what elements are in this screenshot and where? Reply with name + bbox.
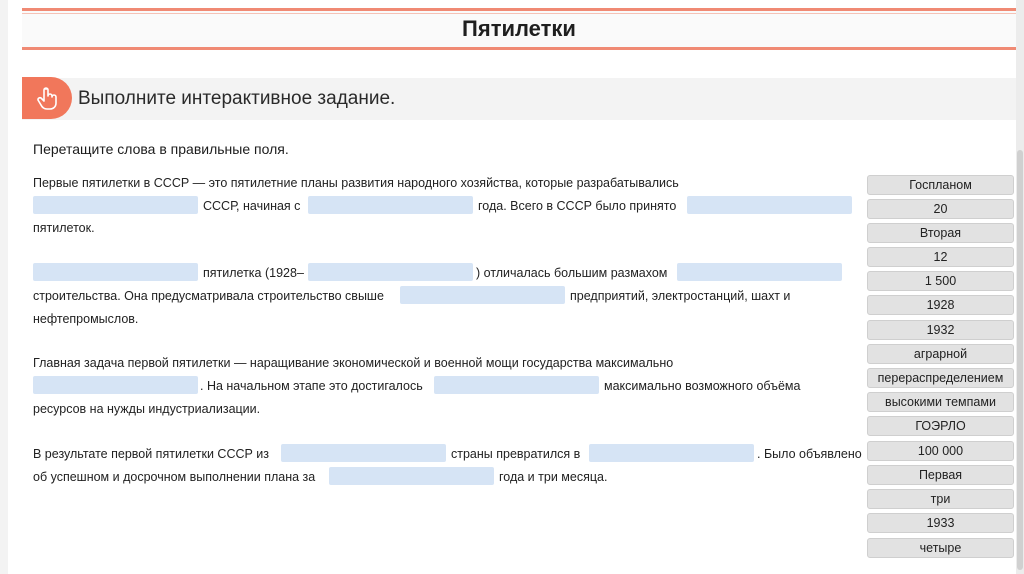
drop-slot[interactable] <box>33 376 198 394</box>
drop-slot[interactable] <box>589 444 754 462</box>
drop-slot[interactable] <box>33 263 198 281</box>
p2-line2a: строительства. Она предусматривала строительство свыше <box>33 289 384 303</box>
word-chip[interactable]: перераспределением <box>867 368 1014 388</box>
p3-line3: ресурсов на нужды индустриализации. <box>33 402 261 416</box>
word-chip[interactable]: 1928 <box>867 295 1014 315</box>
word-chip[interactable]: Первая <box>867 465 1014 485</box>
p1-line3: пятилеток. <box>33 221 95 235</box>
title-top-rule-thin <box>22 13 1016 14</box>
word-chip[interactable]: 1933 <box>867 513 1014 533</box>
word-chip[interactable]: 20 <box>867 199 1014 219</box>
task-banner-text: Выполните интерактивное задание. <box>78 88 396 109</box>
word-chip[interactable]: три <box>867 489 1014 509</box>
word-chip[interactable]: 1 500 <box>867 271 1014 291</box>
drop-slot[interactable] <box>308 263 473 281</box>
p1-line2b: года. Всего в СССР было принято <box>478 199 677 213</box>
p3-line2b: максимально возможного объёма <box>604 379 801 393</box>
word-chip[interactable]: Вторая <box>867 223 1014 243</box>
p2-line1b: ) отличалась большим размахом <box>476 266 668 280</box>
p1-line1: Первые пятилетки в СССР — это пятилетние планы развития народного хозяйства, которые разрабатывались <box>33 176 679 190</box>
word-chip[interactable]: высокими темпами <box>867 392 1014 412</box>
title-bottom-rule <box>22 47 1016 50</box>
word-chip[interactable]: ГОЭРЛО <box>867 416 1014 436</box>
drop-slot[interactable] <box>329 467 494 485</box>
drop-slot[interactable] <box>281 444 446 462</box>
title-top-rule <box>22 8 1016 11</box>
p4-line2a: об успешном и досрочном выполнении плана за <box>33 470 316 484</box>
word-chip[interactable]: четыре <box>867 538 1014 558</box>
p3-line1: Главная задача первой пятилетки — наращивание экономической и военной мощи государства максимально <box>33 356 674 370</box>
hand-pointer-icon <box>22 77 72 119</box>
p2-line1a: пятилетка (1928– <box>203 266 304 280</box>
p4-line1c: . Было объявлено <box>757 447 862 461</box>
word-chip[interactable]: 100 000 <box>867 441 1014 461</box>
p1-line2a: СССР, начиная с <box>203 199 301 213</box>
drop-slot[interactable] <box>677 263 842 281</box>
drop-slot[interactable] <box>400 286 565 304</box>
drop-slot[interactable] <box>434 376 599 394</box>
word-chip[interactable]: 1932 <box>867 320 1014 340</box>
left-border <box>0 0 8 574</box>
p4-line1a: В результате первой пятилетки СССР из <box>33 447 270 461</box>
instruction-text: Перетащите слова в правильные поля. <box>33 141 289 157</box>
p2-line3: нефтепромыслов. <box>33 312 139 326</box>
p3-line2a: . На начальном этапе это достигалось <box>200 379 423 393</box>
p2-line2b: предприятий, электростанций, шахт и <box>570 289 791 303</box>
page-title: Пятилетки <box>462 16 576 41</box>
drop-slot[interactable] <box>687 196 852 214</box>
scrollbar-track[interactable] <box>1016 0 1024 574</box>
drop-slot[interactable] <box>33 196 198 214</box>
p4-line2b: года и три месяца. <box>499 470 608 484</box>
word-chip[interactable]: Госпланом <box>867 175 1014 195</box>
p4-line1b: страны превратился в <box>451 447 581 461</box>
word-chip[interactable]: 12 <box>867 247 1014 267</box>
drop-slot[interactable] <box>308 196 473 214</box>
word-chip[interactable]: аграрной <box>867 344 1014 364</box>
scrollbar-thumb[interactable] <box>1017 150 1023 570</box>
